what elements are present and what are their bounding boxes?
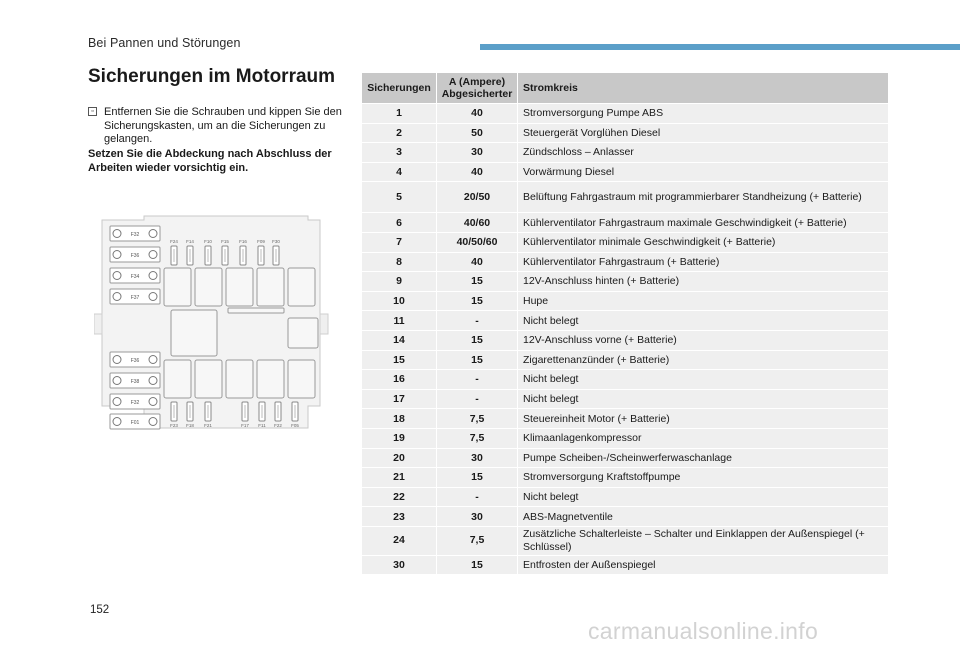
fuse-label: F14 [186, 239, 194, 244]
fuse-label: F36 [130, 253, 140, 259]
fuse-number-cell: 8 [362, 252, 437, 272]
ampere-cell: 30 [437, 143, 518, 163]
fuse-number-cell: 7 [362, 232, 437, 252]
ampere-cell: 40/60 [437, 213, 518, 233]
fuse-number-cell: 6 [362, 213, 437, 233]
circuit-cell: Vorwärmung Diesel [518, 162, 889, 182]
fuse-number-cell: 19 [362, 428, 437, 448]
fuse-slot-f23 [170, 402, 178, 428]
ampere-cell: 15 [437, 291, 518, 311]
table-row [362, 232, 889, 252]
fuse-label: F16 [239, 239, 247, 244]
fuse-label: F30 [272, 239, 280, 244]
table-row [362, 389, 889, 409]
fuse-number-cell: 14 [362, 330, 437, 350]
instruction-text: Entfernen Sie die Schrauben und kippen Sie den Sicherungskasten, um an die Sicherungen zu gelangen. [104, 106, 342, 145]
fuse-slot-f38 [110, 373, 160, 388]
table-row [362, 104, 889, 124]
fuse-slot-f22 [274, 402, 282, 428]
circuit-cell: Pumpe Scheiben-/Scheinwerferwaschanlage [518, 448, 889, 468]
fuse-label: F09 [257, 239, 265, 244]
fuse-slot-f34 [110, 268, 160, 283]
fuse-slot-f18 [186, 402, 194, 428]
fuse-slot-f09 [257, 239, 265, 265]
ampere-cell: - [437, 311, 518, 331]
fuse-number-cell: 4 [362, 162, 437, 182]
ampere-cell: 40 [437, 104, 518, 124]
fuse-number-cell: 24 [362, 526, 437, 555]
fuse-label: F34 [130, 274, 140, 280]
fuse-slot-f30 [272, 239, 280, 265]
fuse-number-cell: 23 [362, 507, 437, 527]
table-row [362, 182, 889, 213]
table-row [362, 555, 889, 575]
circuit-cell: Entfrosten der Außenspiegel [518, 555, 889, 575]
table-row [362, 311, 889, 331]
circuit-cell: Zündschloss – Anlasser [518, 143, 889, 163]
circuit-cell: Belüftung Fahrgastraum mit programmierbarer Standheizung (+ Batterie) [518, 182, 889, 213]
fuse-number-cell: 11 [362, 311, 437, 331]
circuit-cell: Stromversorgung Kraftstoffpumpe [518, 468, 889, 488]
ampere-cell: 50 [437, 123, 518, 143]
fuse-number-cell: 5 [362, 182, 437, 213]
fuse-slot-f16 [239, 239, 247, 265]
table-row [362, 507, 889, 527]
fuse-number-cell: 15 [362, 350, 437, 370]
ampere-cell: 15 [437, 350, 518, 370]
table-row [362, 448, 889, 468]
fuse-label: F05 [291, 423, 299, 428]
fuse-number-cell: 3 [362, 143, 437, 163]
fuse-slot-f21 [204, 402, 212, 428]
table-row [362, 330, 889, 350]
ampere-cell: 40/50/60 [437, 232, 518, 252]
fuse-number-cell: 18 [362, 409, 437, 429]
circuit-cell: 12V-Anschluss hinten (+ Batterie) [518, 272, 889, 292]
page-title: Sicherungen im Motorraum [88, 66, 336, 87]
section-header: Bei Pannen und Störungen [88, 36, 241, 50]
table-row [362, 213, 889, 233]
fuse-label: F22 [274, 423, 282, 428]
fuse-slot-f05 [291, 402, 299, 428]
ampere-cell: - [437, 370, 518, 390]
ampere-cell: 40 [437, 252, 518, 272]
fuse-label: F01 [130, 420, 140, 426]
fuse-number-cell: 17 [362, 389, 437, 409]
fuse-label: F32 [130, 232, 140, 238]
circuit-cell: Zigarettenanzünder (+ Batterie) [518, 350, 889, 370]
table-row [362, 291, 889, 311]
ampere-cell: - [437, 487, 518, 507]
fuse-label: F38 [130, 379, 140, 385]
ampere-cell: 7,5 [437, 409, 518, 429]
fuse-number-cell: 16 [362, 370, 437, 390]
fuse-slot-f01 [110, 414, 160, 429]
table-row [362, 123, 889, 143]
ampere-cell: 15 [437, 555, 518, 575]
fuse-box-diagram [94, 210, 356, 434]
table-row [362, 487, 889, 507]
fuse-slot-f15 [221, 239, 229, 265]
circuit-cell: Stromversorgung Pumpe ABS [518, 104, 889, 124]
circuit-cell: Zusätzliche Schalterleiste – Schalter und Einklappen der Außenspiegel (+ Schlüssel) [518, 526, 889, 555]
table-header-row [362, 73, 889, 104]
table-row [362, 252, 889, 272]
table-row [362, 162, 889, 182]
circuit-cell: Nicht belegt [518, 487, 889, 507]
fuse-number-cell: 9 [362, 272, 437, 292]
ampere-cell: 15 [437, 468, 518, 488]
fuse-slot-f24 [170, 239, 178, 265]
fuse-slot-f10 [204, 239, 212, 265]
circuit-cell: Kühlerventilator minimale Geschwindigkeit (+ Batterie) [518, 232, 889, 252]
fuse-label: F21 [204, 423, 212, 428]
circuit-cell: ABS-Magnetventile [518, 507, 889, 527]
circuit-cell: Nicht belegt [518, 311, 889, 331]
table-row [362, 428, 889, 448]
ampere-cell: 30 [437, 507, 518, 527]
fuse-slot-f11 [258, 402, 266, 428]
ampere-cell: 30 [437, 448, 518, 468]
table-row [362, 350, 889, 370]
header-accent-bar [480, 44, 960, 50]
page-number: 152 [90, 604, 110, 616]
circuit-cell: Klimaanlagenkompressor [518, 428, 889, 448]
fuse-number-cell: 10 [362, 291, 437, 311]
fuse-label: F10 [204, 239, 212, 244]
table-row [362, 272, 889, 292]
table-row [362, 370, 889, 390]
fuse-label: F37 [130, 295, 140, 301]
ampere-cell: 7,5 [437, 428, 518, 448]
circuit-cell: 12V-Anschluss vorne (+ Batterie) [518, 330, 889, 350]
circuit-cell: Hupe [518, 291, 889, 311]
circuit-cell: Nicht belegt [518, 389, 889, 409]
fuse-label: F24 [170, 239, 178, 244]
fuse-slot-f32 [110, 394, 160, 409]
fuse-label: F32 [130, 400, 140, 406]
fuse-label: F36 [130, 358, 140, 364]
col-header-circuit: Stromkreis [518, 73, 889, 104]
circuit-cell: Kühlerventilator Fahrgastraum maximale Geschwindigkeit (+ Batterie) [518, 213, 889, 233]
ampere-cell: 15 [437, 272, 518, 292]
checkbox-square-icon: ▫ [88, 107, 97, 116]
fuse-number-cell: 2 [362, 123, 437, 143]
fuse-slot-f36 [110, 352, 160, 367]
fuse-label: F17 [241, 423, 249, 428]
fuse-label: F18 [186, 423, 194, 428]
ampere-cell: 7,5 [437, 526, 518, 555]
fuse-slot-f32 [110, 226, 160, 241]
ampere-cell: - [437, 389, 518, 409]
fuse-label: F11 [258, 423, 266, 428]
watermark: carmanualsonline.info [588, 618, 819, 644]
table-row [362, 526, 889, 555]
fuse-number-cell: 21 [362, 468, 437, 488]
fuse-number-cell: 30 [362, 555, 437, 575]
fuse-slot-f37 [110, 289, 160, 304]
circuit-cell: Nicht belegt [518, 370, 889, 390]
col-header-fuse: Sicherungen [362, 73, 437, 104]
circuit-cell: Steuereinheit Motor (+ Batterie) [518, 409, 889, 429]
table-row [362, 409, 889, 429]
instruction-item [88, 106, 350, 147]
ampere-cell: 15 [437, 330, 518, 350]
ampere-cell: 20/50 [437, 182, 518, 213]
table-row [362, 143, 889, 163]
fuse-slot-f14 [186, 239, 194, 265]
circuit-cell: Steuergerät Vorglühen Diesel [518, 123, 889, 143]
fuse-number-cell: 20 [362, 448, 437, 468]
col-header-ampere: A (Ampere) Abgesicherter [437, 73, 518, 104]
fuse-slot-f36 [110, 247, 160, 262]
fuse-number-cell: 1 [362, 104, 437, 124]
ampere-cell: 40 [437, 162, 518, 182]
reinstall-note: Setzen Sie die Abdeckung nach Abschluss der Arbeiten wieder vorsichtig ein. [88, 148, 332, 174]
circuit-cell: Kühlerventilator Fahrgastraum (+ Batterie) [518, 252, 889, 272]
fuse-table [361, 72, 889, 575]
fuse-number-cell: 22 [362, 487, 437, 507]
table-row [362, 468, 889, 488]
fuse-label: F23 [170, 423, 178, 428]
fuse-label: F15 [221, 239, 229, 244]
fuse-slot-f17 [241, 402, 249, 428]
